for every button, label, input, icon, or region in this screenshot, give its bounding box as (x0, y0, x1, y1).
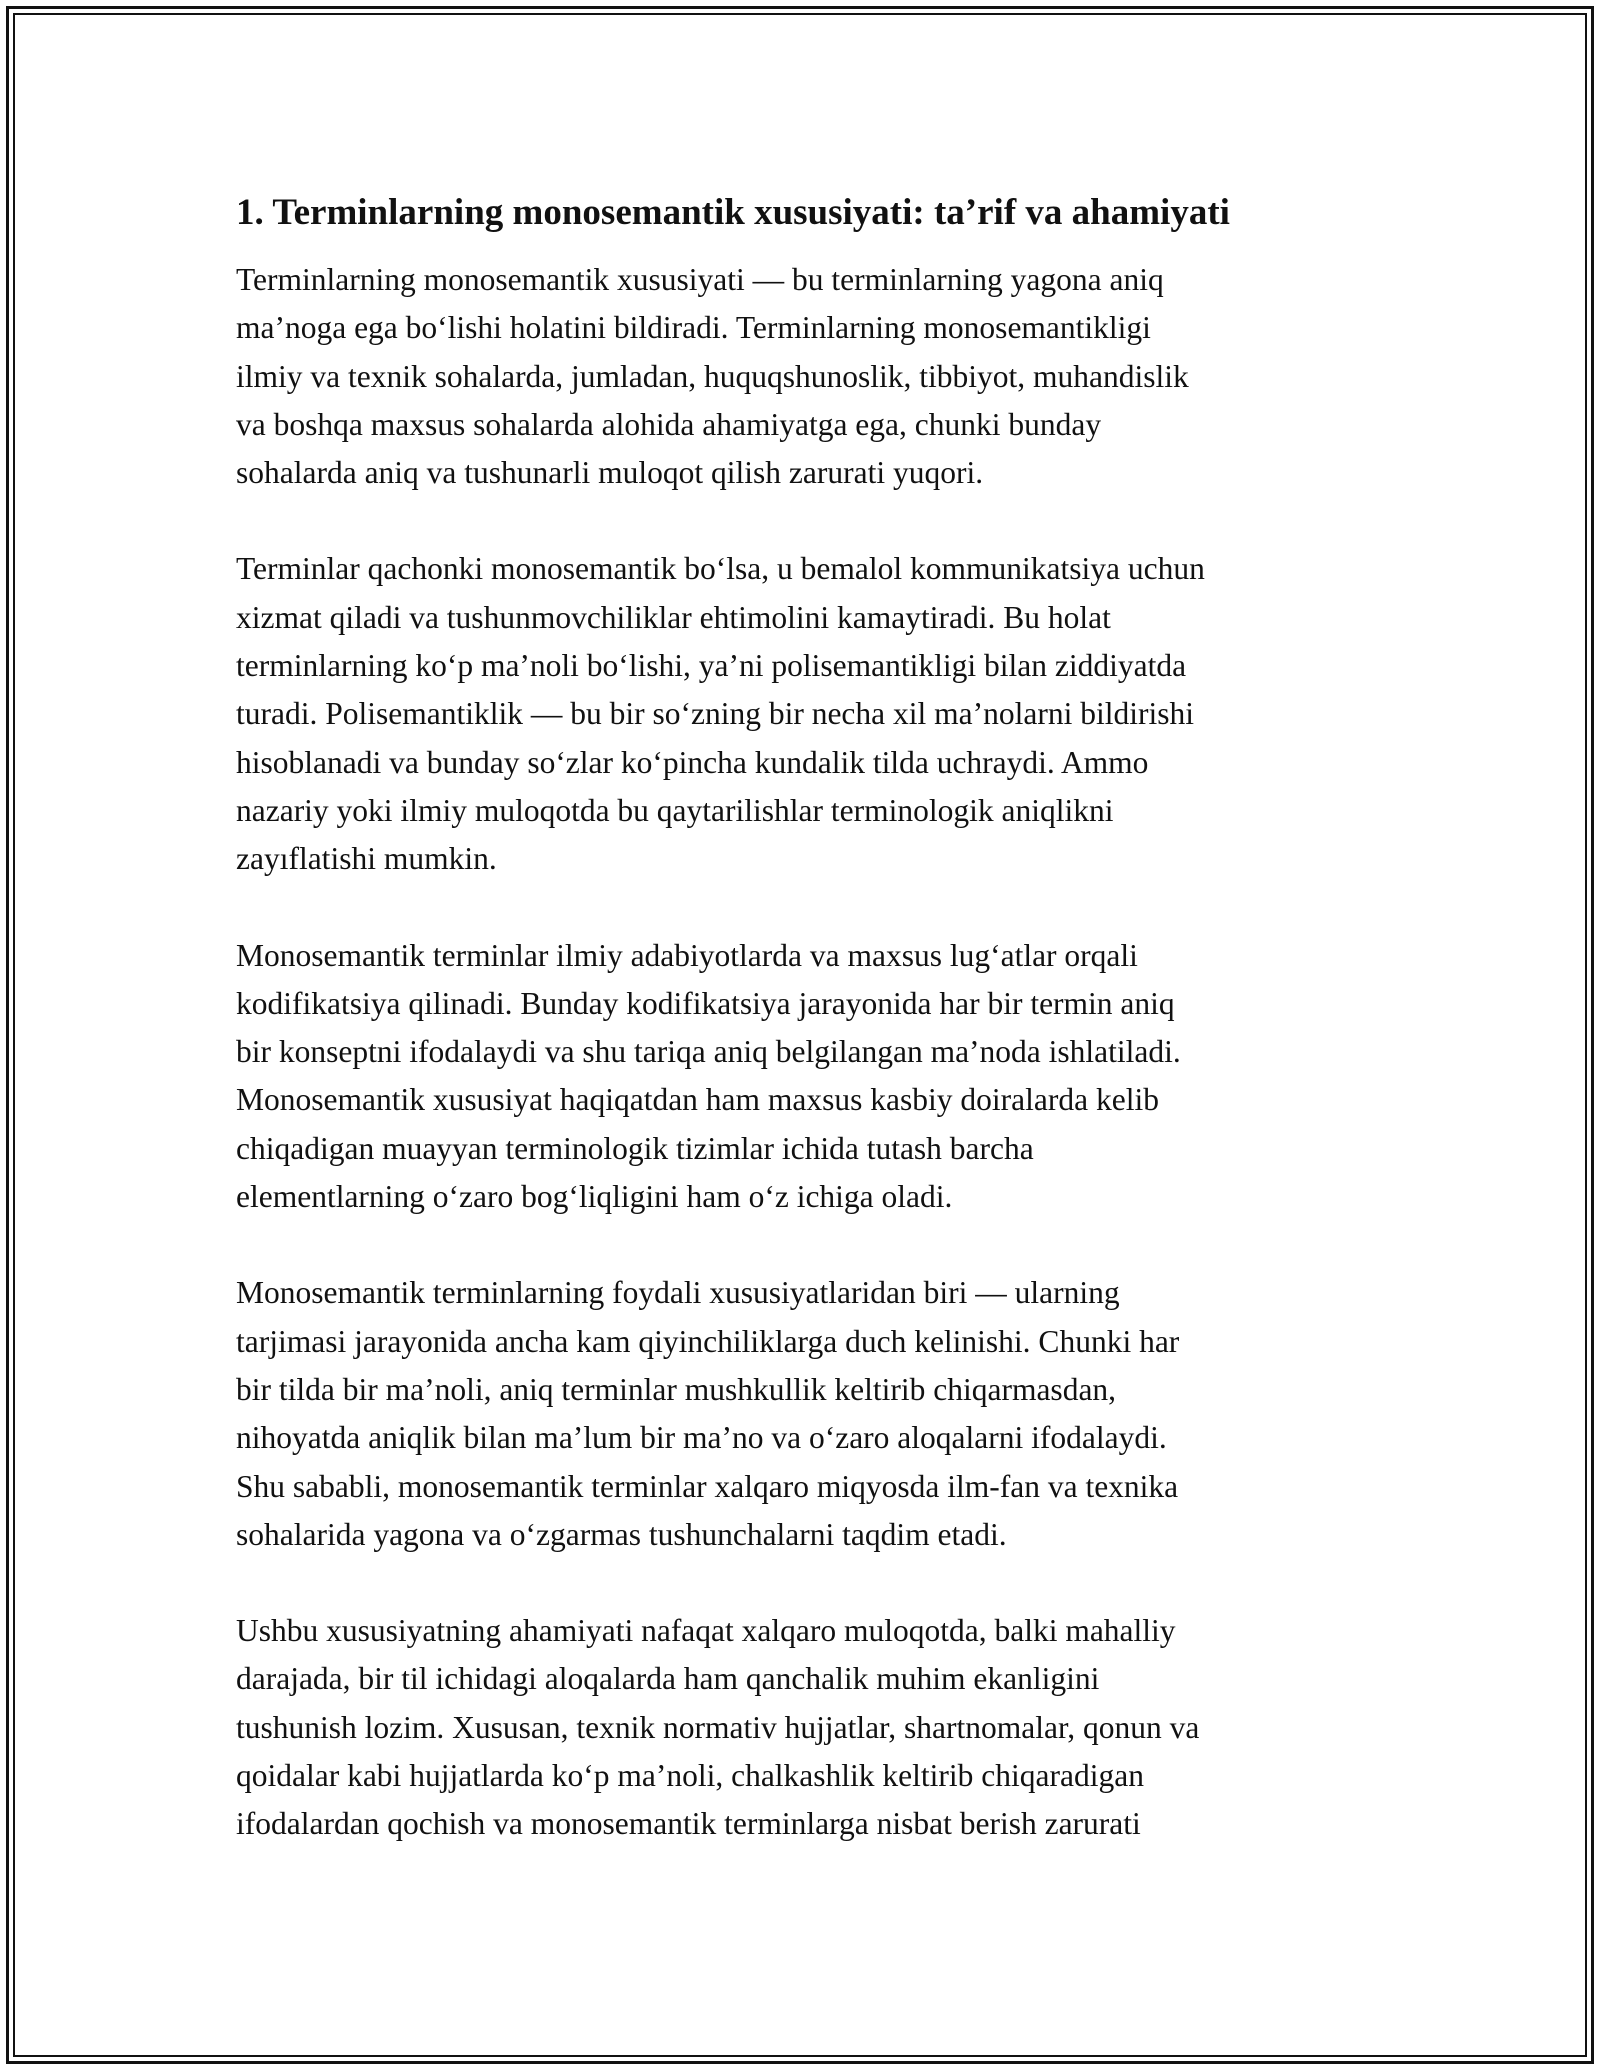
text-line: hisoblanadi va bunday so‘zlar ko‘pincha kundalik tilda uchraydi. Ammo (236, 744, 1149, 780)
text-line: chiqadigan muayyan terminologik tizimlar ichida tutash barcha (236, 1130, 1034, 1166)
text-line: Terminlarning monosemantik xususiyati — bu terminlarning yagona aniq (236, 262, 1164, 297)
text-line: Monosemantik terminlarning foydali xususiyatlaridan biri — ularning (236, 1275, 1120, 1311)
text-line: sohalarda aniq va tushunarli muloqot qilish zarurati yuqori. (236, 455, 984, 491)
paragraph-1 (236, 256, 1376, 497)
text-line: darajada, bir til ichidagi aloqalarda ham qanchalik muhim ekanligini (236, 1661, 1100, 1697)
text-line: ifodalardan qochish va monosemantik terminlarga nisbat berish zarurati (236, 1806, 1141, 1842)
paragraph-3 (236, 932, 1376, 1222)
text-line: nazariy yoki ilmiy muloqotda bu qaytarilishlar terminologik aniqlikni (236, 792, 1114, 828)
text-line: ma’noga ega bo‘lishi holatini bildiradi. Terminlarning monosemantikligi (236, 310, 1151, 346)
text-line: nihoyatda aniqlik bilan ma’lum bir ma’no va o‘zaro aloqalarni ifodalaydi. (236, 1420, 1167, 1456)
text-line: tarjimasi jarayonida ancha kam qiyinchiliklarga duch kelinishi. Chunki har (236, 1323, 1180, 1359)
text-line: elementlarning o‘zaro bog‘liqligini ham o‘z ichiga oladi. (236, 1179, 953, 1215)
text-line: qoidalar kabi hujjatlarda ko‘p ma’noli, chalkashlik keltirib chiqaradigan (236, 1758, 1144, 1794)
text-line: kodifikatsiya qilinadi. Bunday kodifikatsiya jarayonida har bir termin aniq (236, 985, 1175, 1021)
text-line: Monosemantik xususiyat haqiqatdan ham maxsus kasbiy doiralarda kelib (236, 1082, 1159, 1118)
text-line: Terminlar qachonki monosemantik bo‘lsa, u bemalol kommunikatsiya uchun (236, 551, 1205, 587)
document-body (236, 188, 1376, 1897)
text-line: xizmat qiladi va tushunmovchiliklar ehtimolini kamaytiradi. Bu holat (236, 599, 1111, 635)
text-line: tushunish lozim. Xususan, texnik normativ hujjatlar, shartnomalar, qonun va (236, 1709, 1200, 1745)
paragraph-2 (236, 545, 1376, 883)
text-line: Ushbu xususiyatning ahamiyati nafaqat xalqaro muloqotda, balki mahalliy (236, 1613, 1176, 1649)
text-line: va boshqa maxsus sohalarda alohida ahamiyatga ega, chunki bunday (236, 406, 1102, 442)
paragraph-5 (236, 1607, 1376, 1848)
text-line: bir tilda bir ma’noli, aniq terminlar mushkullik keltirib chiqarmasdan, (236, 1371, 1117, 1407)
text-line: ilmiy va texnik sohalarda, jumladan, huquqshunoslik, tibbiyot, muhandislik (236, 358, 1189, 394)
text-line: turadi. Polisemantiklik — bu bir so‘zning bir necha xil ma’nolarni bildirishi (236, 696, 1194, 732)
text-line: terminlarning ko‘p ma’noli bo‘lishi, ya’ni polisemantikligi bilan ziddiyatda (236, 648, 1187, 684)
text-line: zayıflatishi mumkin. (236, 841, 497, 877)
section-heading: 1. Terminlarning monosemantik xususiyati: ta’rif va ahamiyati (236, 192, 1230, 233)
paragraph-4 (236, 1269, 1376, 1559)
text-line: Shu sababli, monosemantik terminlar xalqaro miqyosda ilm-fan va texnika (236, 1468, 1179, 1504)
text-line: Monosemantik terminlar ilmiy adabiyotlarda va maxsus lug‘atlar orqali (236, 937, 1138, 973)
text-line: bir konseptni ifodalaydi va shu tariqa aniq belgilangan ma’noda ishlatiladi. (236, 1034, 1181, 1070)
text-line: sohalarida yagona va o‘zgarmas tushunchalarni taqdim etadi. (236, 1516, 1007, 1552)
